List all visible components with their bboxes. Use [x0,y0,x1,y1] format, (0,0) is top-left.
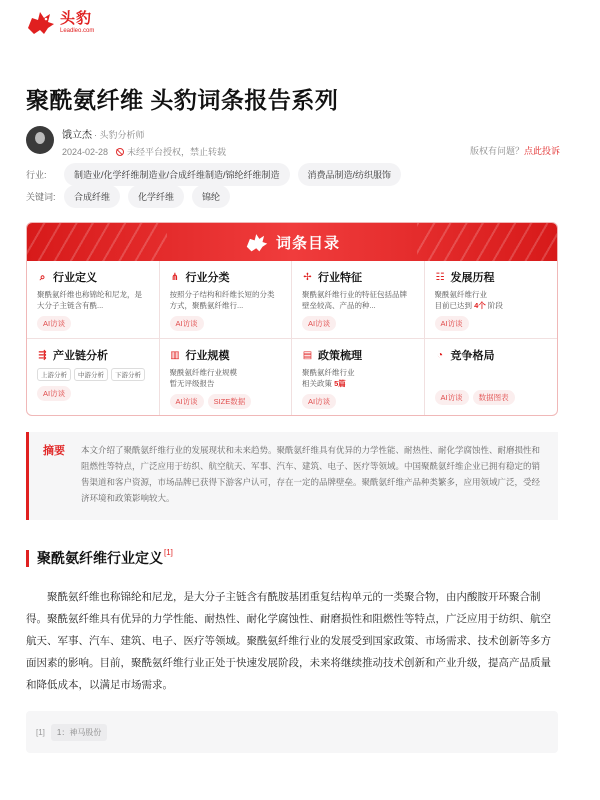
desc-line: 暂无评级报告 [169,379,215,388]
definition-icon: ⌕ [39,271,46,283]
ai-interview-tag[interactable]: AI访谈 [170,316,204,331]
no-reprint-icon [116,148,124,156]
chain-icon: ⇶ [38,349,47,361]
desc-line: 聚酰氨纤维行业 [302,368,355,377]
classification-icon: ⋔ [170,271,180,283]
avatar[interactable] [26,126,54,154]
ai-interview-tag[interactable]: AI访谈 [435,390,469,405]
author-org: · 头豹分析师 [94,130,145,140]
catalog-item-title: 政策梳理 [318,350,362,362]
catalog-header [27,223,557,261]
data-chart-tag[interactable]: 数据图表 [473,390,515,405]
industry-tag[interactable]: 消费品制造/纺织服饰 [298,163,402,186]
catalog-item-title: 行业规模 [185,350,230,362]
author-name[interactable]: 饿立杰 [62,130,92,141]
industry-row [26,163,409,186]
size-data-tag[interactable]: SIZE数据 [208,394,252,409]
desc-line: 目前已达到 [434,301,472,310]
catalog-item-classification[interactable] [160,261,293,339]
catalog-item-title: 行业定义 [53,272,97,284]
feedback-text: 版权有问题？ [469,146,524,156]
catalog-item-desc [302,367,414,389]
stage-count: 4个 [474,301,486,310]
leopard-logo-icon [26,8,56,36]
industry-tag[interactable]: 制造业/化学纤维制造业/合成纤维制造/锦纶纤维制造 [64,163,290,186]
ai-interview-tag[interactable]: AI访谈 [302,394,336,409]
brand-name: 头豹 [60,9,93,27]
references-box [26,711,558,753]
midstream-tag[interactable]: 中游分析 [74,368,108,381]
reference-source[interactable]: 1：神马股份 [51,724,107,741]
desc-line: 聚酰氨纤维行业 [434,290,487,299]
ai-interview-tag[interactable]: AI访谈 [302,316,336,331]
brand-logo[interactable] [26,8,94,36]
leopard-logo-icon [244,231,270,253]
keyword-label: 关键词: [26,192,56,202]
table-of-contents [26,222,558,416]
catalog-item-title: 行业特征 [318,272,362,284]
history-icon: ☷ [435,271,445,283]
competition-icon: ◔ [436,349,444,361]
ai-interview-tag[interactable]: AI访谈 [37,316,71,331]
abstract-text: 本文介绍了聚酰氨纤维行业的发展现状和未来趋势。聚酰氨纤维具有优异的力学性能、耐热性、耐化学腐蚀性、耐磨损性和阻燃性等特点，广泛应用于纺织、航空航天、军事、汽车、建筑、电子、医疗等领域。中国聚酰氨纤维企业已拥有稳定的销售渠道和客户资源，市场品牌已获得下游客户认可，存在一定的品牌壁垒。聚酰氨纤维产品种类繁多，应用领域广泛，受经济环境和政策影响较大。 [81,445,541,503]
abstract-label: 摘要 [43,445,65,457]
catalog-item-desc: 聚酰氨纤维行业的特征包括品牌壁垒较高、产品的种... [302,290,407,310]
catalog-item-chain[interactable] [27,339,160,416]
scale-icon: ▥ [170,349,180,361]
keyword-tag[interactable]: 锦纶 [192,185,230,208]
brand-url: Leadleo.com [60,27,95,34]
keyword-tag[interactable]: 合成纤维 [64,185,120,208]
desc-line: 阶段 [487,301,503,310]
reference-index: [1] [36,727,45,737]
catalog-item-history[interactable] [425,261,558,339]
catalog-item-title: 产业链分析 [53,350,108,362]
desc-line: 聚酰氨纤维行业规模 [169,368,237,377]
section-heading [26,548,173,568]
complaint-link[interactable]: 点此投诉 [523,146,560,156]
upstream-tag[interactable]: 上游分析 [37,368,71,381]
catalog-item-title: 竞争格局 [450,350,495,362]
ai-interview-tag[interactable]: AI访谈 [170,394,204,409]
catalog-item-definition[interactable] [27,261,160,339]
features-icon: ✢ [303,271,312,283]
ai-interview-tag[interactable]: AI访谈 [435,316,469,331]
catalog-item-desc [435,289,548,311]
catalog-item-competition[interactable] [425,339,558,416]
keyword-tag[interactable]: 化学纤维 [128,185,184,208]
section-body: 聚酰氨纤维也称锦纶和尼龙，是大分子主链含有酰胺基团重复结构单元的一类聚合物，由内酸胺开环聚合制得。聚酰氨纤维具有优异的力学性能、耐热性、耐化学腐蚀性、耐磨损性和阻燃性等特点，广泛应用于纺织、航空航天、军事、汽车、建筑、电子、医疗等领域。聚酰氨纤维行业的发展受到国家政策、市场需求、技术创新等多方面因素的影响。目前，聚酰氨纤维行业正处于快速发展阶段，未来将继续推动技术创新和产业升级，提高产品质量和降低成本，以满足市场需求。 [26,591,551,691]
catalog-item-scale[interactable] [160,339,293,416]
catalog-item-policy[interactable] [292,339,425,416]
section-accent-bar [26,550,29,567]
section-title: 聚酰氨纤维行业定义 [37,550,163,566]
policy-icon: ▤ [302,349,313,361]
copyright-notice: 未经平台授权，禁止转载 [127,147,227,157]
catalog-item-features[interactable] [292,261,425,339]
catalog-item-title: 行业分类 [185,272,230,284]
industry-label: 行业: [26,170,47,180]
copyright-feedback [470,144,560,157]
catalog-item-desc: 按照分子结构和纤维长短的分类方式，聚酰氨纤维行... [169,290,275,310]
ai-interview-tag[interactable]: AI访谈 [37,386,71,401]
keyword-row [26,185,238,208]
catalog-item-title: 发展历程 [450,272,495,284]
page-title: 聚酰氨纤维 头豹词条报告系列 [26,87,339,113]
catalog-item-desc [170,367,282,389]
desc-line: 相关政策 [302,379,332,388]
downstream-tag[interactable]: 下游分析 [111,368,145,381]
policy-count: 5篇 [334,379,346,388]
catalog-item-desc: 聚酰氨纤维也称锦纶和尼龙，是大分子主链含有酰... [37,290,142,310]
publish-date: 2024-02-28 [62,146,109,157]
abstract-box [26,432,558,520]
catalog-title: 词条目录 [275,234,340,252]
footnote-ref[interactable]: [1] [164,548,173,557]
